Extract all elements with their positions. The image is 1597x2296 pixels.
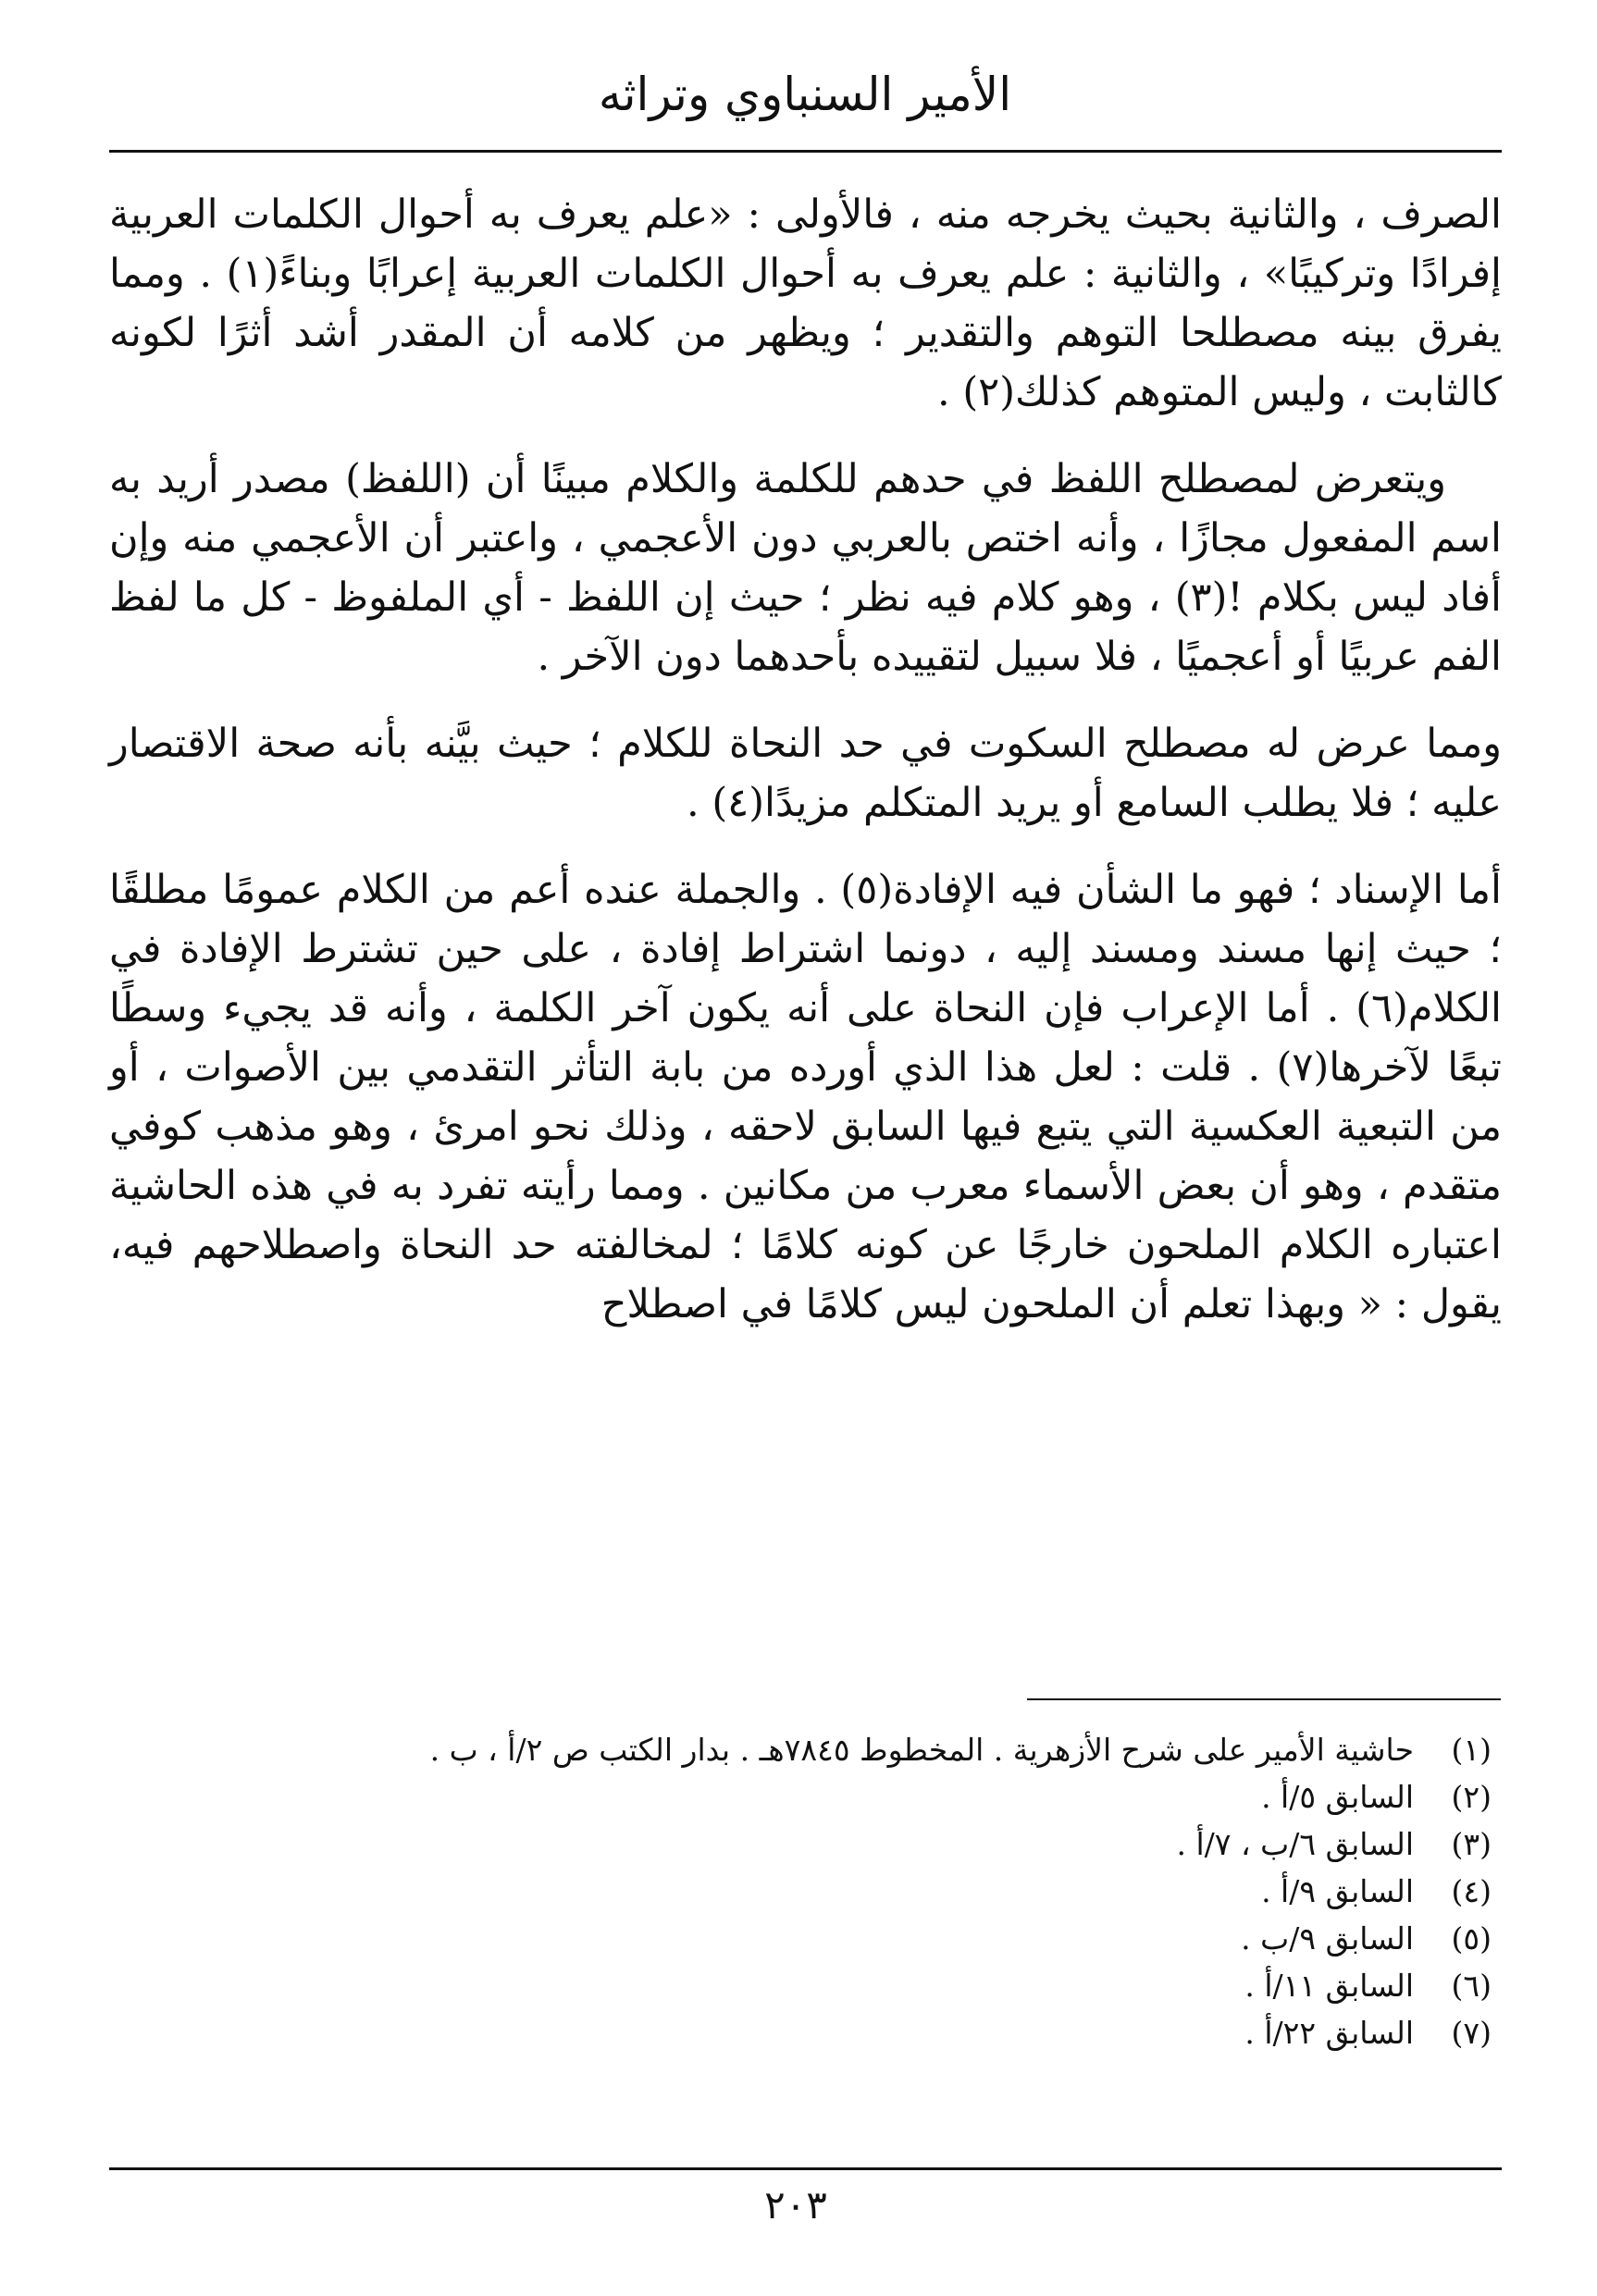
footnote-text: السابق ٢٢/أ .	[1244, 2015, 1414, 2051]
footnote-text: السابق ٦/ب ، ٧/أ .	[1176, 1826, 1414, 1862]
paragraph: ومما عرض له مصطلح السكوت في حد النحاة للكلام ؛ حيث بيَّنه بأنه صحة الاقتصار عليه ؛ فلا يطلب السامع أو يريد المتكلم مزيدًا(٤) .	[109, 721, 1502, 826]
footnote-number: (٢)	[1451, 1779, 1492, 1815]
footnote-number: (١)	[1451, 1732, 1492, 1768]
body-text	[109, 185, 1502, 1362]
footnote-item	[109, 1726, 1497, 1773]
footnote-text: السابق ٩/أ .	[1261, 1873, 1414, 1909]
footnote-number: (٧)	[1451, 2015, 1492, 2051]
footnote-item	[109, 1962, 1497, 2009]
footnote-item	[109, 1773, 1497, 1821]
footer-rule	[109, 2167, 1502, 2170]
footnote-number: (٣)	[1451, 1826, 1492, 1862]
running-header-title: الأمير السنباوي وتراثه	[598, 68, 1012, 121]
footnote-item	[109, 1868, 1497, 1915]
footnote-text: حاشية الأمير على شرح الأزهرية . المخطوط ٧٨٤٥هـ . بدار الكتب ص ٢/أ ، ب .	[429, 1732, 1414, 1768]
footnote-text: السابق ٩/ب .	[1241, 1920, 1414, 1957]
paragraph: ويتعرض لمصطلح اللفظ في حدهم للكلمة والكلام مبينًا أن (اللفظ) مصدر أريد به اسم المفعول مجازًا ، وأنه اختص بالعربي دون الأعجمي ، واعتبر أن الأعجمي منه وإن أفاد ليس بكلام !(٣) ، وهو كلام فيه نظر ؛ حيث إن اللفظ - أي الملفوظ - كل ما لفظ الفم عربيًا أو أعجميًا ، فلا سبيل لتقييده بأحدهما دون الآخر .	[109, 456, 1502, 680]
page-number: ٢٠٣	[764, 2182, 827, 2228]
footnotes	[109, 1726, 1497, 2056]
footnote-separator	[1027, 1698, 1501, 1700]
footnote-number: (٥)	[1451, 1920, 1492, 1957]
footnote-item	[109, 1821, 1497, 1868]
footnote-text: السابق ١١/أ .	[1244, 1968, 1414, 2004]
header-rule	[109, 150, 1502, 153]
paragraph: الصرف ، والثانية بحيث يخرجه منه ، فالأولى : «علم يعرف به أحوال الكلمات العربية إفرادًا وتركيبًا» ، والثانية : علم يعرف به أحوال الكلمات العربية إعرابًا وبناءً(١) . ومما يفرق بينه مصطلحا التوهم والتقدير ؛ ويظهر من كلامه أن المقدر أشد أثرًا لكونه كالثابت ، وليس المتوهم كذلك(٢) .	[109, 191, 1502, 415]
footnote-item	[109, 1915, 1497, 1962]
footnote-item	[109, 2009, 1497, 2056]
paragraph: أما الإسناد ؛ فهو ما الشأن فيه الإفادة(٥) . والجملة عنده أعم من الكلام عمومًا مطلقًا ؛ حيث إنها مسند ومسند إليه ، دونما اشتراط إفادة ، على حين تشترط الإفادة في الكلام(٦) . أما الإعراب فإن النحاة على أنه يكون آخر الكلمة ، وأنه قد يجيء وسطًا تبعًا لآخرها(٧) . قلت : لعل هذا الذي أورده من بابة التأثر التقدمي بين الأصوات ، أو من التبعية العكسية التي يتبع فيها السابق لاحقه ، وذلك نحو امرئ ، وهو مذهب كوفي متقدم ، وهو أن بعض الأسماء معرب من مكانين . ومما رأيته تفرد به في هذه الحاشية اعتباره الكلام الملحون خارجًا عن كونه كلامًا ؛ لمخالفته حد النحاة واصطلاحهم فيه، يقول : « وبهذا تعلم أن الملحون ليس كلامًا في اصطلاح	[109, 867, 1502, 1327]
footnote-number: (٤)	[1451, 1873, 1492, 1909]
footnote-number: (٦)	[1451, 1968, 1492, 2004]
footnote-text: السابق ٥/أ .	[1261, 1779, 1414, 1815]
